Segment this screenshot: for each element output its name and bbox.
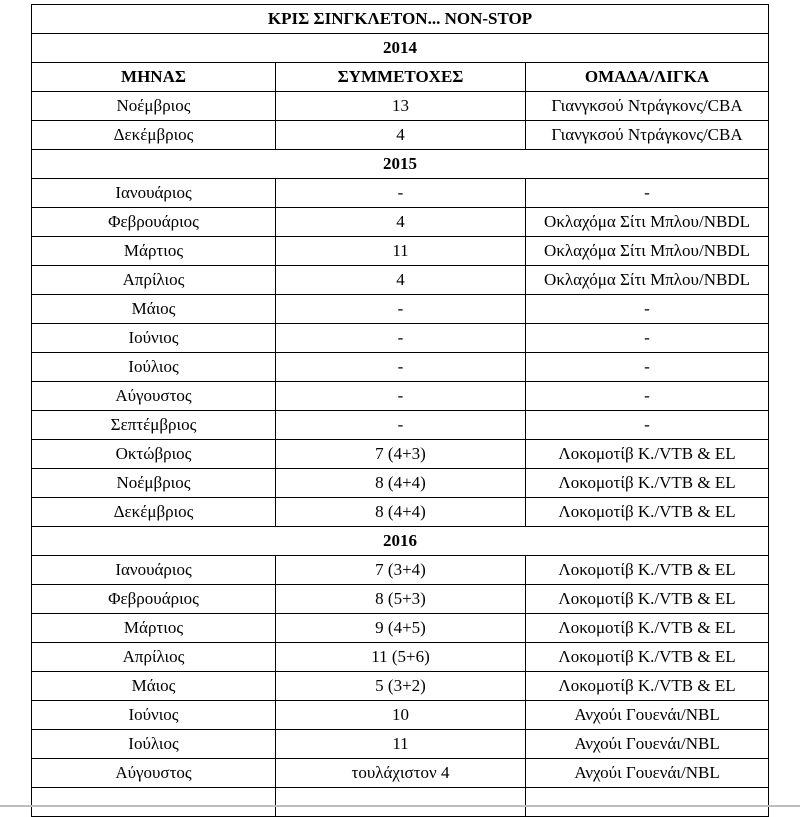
team-league-cell: Λοκομοτίβ Κ./VTB & EL — [526, 585, 769, 614]
team-league-cell: Λοκομοτίβ Κ./VTB & EL — [526, 672, 769, 701]
participations-cell: - — [276, 295, 526, 324]
year-label: 2015 — [32, 150, 769, 179]
table-row — [32, 643, 769, 672]
title-row — [32, 5, 769, 34]
month-cell — [32, 788, 276, 817]
table-row — [32, 585, 769, 614]
table-row — [32, 237, 769, 266]
month-cell: Μάιος — [32, 672, 276, 701]
month-cell: Ιούνιος — [32, 324, 276, 353]
table-row — [32, 382, 769, 411]
month-cell: Φεβρουάριος — [32, 585, 276, 614]
table-row — [32, 556, 769, 585]
team-league-cell — [526, 788, 769, 817]
table-row — [32, 672, 769, 701]
team-league-cell: Λοκομοτίβ Κ./VTB & EL — [526, 556, 769, 585]
team-league-cell: Οκλαχόμα Σίτι Μπλου/NBDL — [526, 237, 769, 266]
table-row — [32, 498, 769, 527]
participations-cell: 11 — [276, 237, 526, 266]
month-cell: Αύγουστος — [32, 759, 276, 788]
table-row — [32, 469, 769, 498]
participations-cell: τουλάχιστον 4 — [276, 759, 526, 788]
year-label: 2016 — [32, 527, 769, 556]
month-cell: Δεκέμβριος — [32, 121, 276, 150]
team-league-cell: Ανχούι Γουενάι/NBL — [526, 730, 769, 759]
participations-cell: 10 — [276, 701, 526, 730]
table-row — [32, 701, 769, 730]
player-participation-table — [31, 4, 769, 817]
team-league-cell: - — [526, 353, 769, 382]
team-league-cell: - — [526, 324, 769, 353]
table-row — [32, 614, 769, 643]
participations-cell: 5 (3+2) — [276, 672, 526, 701]
participations-cell: - — [276, 353, 526, 382]
month-cell: Μάρτιος — [32, 237, 276, 266]
month-cell: Οκτώβριος — [32, 440, 276, 469]
team-league-cell: - — [526, 179, 769, 208]
team-league-cell: Λοκομοτίβ Κ./VTB & EL — [526, 643, 769, 672]
month-cell: Ιανουάριος — [32, 179, 276, 208]
team-league-cell: Οκλαχόμα Σίτι Μπλου/NBDL — [526, 266, 769, 295]
column-header: ΣΥΜΜΕΤΟΧΕΣ — [276, 63, 526, 92]
team-league-cell: Γιανγκσού Ντράγκονς/CBA — [526, 92, 769, 121]
team-league-cell: Λοκομοτίβ Κ./VTB & EL — [526, 469, 769, 498]
participations-cell: 4 — [276, 266, 526, 295]
team-league-cell: - — [526, 295, 769, 324]
column-header: ΟΜΑΔΑ/ΛΙΓΚΑ — [526, 63, 769, 92]
cutoff-row — [32, 788, 769, 817]
month-cell: Απρίλιος — [32, 266, 276, 295]
table-row — [32, 92, 769, 121]
team-league-cell: Λοκομοτίβ Κ./VTB & EL — [526, 614, 769, 643]
month-cell: Ιανουάριος — [32, 556, 276, 585]
participations-cell: 8 (4+4) — [276, 469, 526, 498]
participations-cell: 7 (3+4) — [276, 556, 526, 585]
participations-cell: - — [276, 179, 526, 208]
participations-cell: 11 — [276, 730, 526, 759]
participations-cell: 7 (4+3) — [276, 440, 526, 469]
participations-cell — [276, 788, 526, 817]
table-row — [32, 324, 769, 353]
team-league-cell: - — [526, 382, 769, 411]
year-row — [32, 527, 769, 556]
month-cell: Σεπτέμβριος — [32, 411, 276, 440]
month-cell: Φεβρουάριος — [32, 208, 276, 237]
month-cell: Αύγουστος — [32, 382, 276, 411]
team-league-cell: Λοκομοτίβ Κ./VTB & EL — [526, 498, 769, 527]
month-cell: Μάιος — [32, 295, 276, 324]
month-cell: Μάρτιος — [32, 614, 276, 643]
table-row — [32, 121, 769, 150]
month-cell: Ιούλιος — [32, 730, 276, 759]
participations-cell: - — [276, 382, 526, 411]
month-cell: Απρίλιος — [32, 643, 276, 672]
participations-cell: 9 (4+5) — [276, 614, 526, 643]
participations-cell: 8 (4+4) — [276, 498, 526, 527]
month-cell: Δεκέμβριος — [32, 498, 276, 527]
table-row — [32, 353, 769, 382]
header-row — [32, 63, 769, 92]
team-league-cell: Γιανγκσού Ντράγκονς/CBA — [526, 121, 769, 150]
participations-cell: 4 — [276, 121, 526, 150]
table-row — [32, 730, 769, 759]
participations-cell: - — [276, 411, 526, 440]
month-cell: Ιούνιος — [32, 701, 276, 730]
participations-cell: 4 — [276, 208, 526, 237]
month-cell: Ιούλιος — [32, 353, 276, 382]
year-label: 2014 — [32, 34, 769, 63]
team-league-cell: Οκλαχόμα Σίτι Μπλου/NBDL — [526, 208, 769, 237]
participations-cell: 13 — [276, 92, 526, 121]
table-row — [32, 266, 769, 295]
table-row — [32, 411, 769, 440]
participations-cell: - — [276, 324, 526, 353]
table-row — [32, 179, 769, 208]
team-league-cell: Λοκομοτίβ Κ./VTB & EL — [526, 440, 769, 469]
month-cell: Νοέμβριος — [32, 92, 276, 121]
year-row — [32, 150, 769, 179]
participations-cell: 11 (5+6) — [276, 643, 526, 672]
table-row — [32, 759, 769, 788]
column-header: ΜΗΝΑΣ — [32, 63, 276, 92]
month-cell: Νοέμβριος — [32, 469, 276, 498]
team-league-cell: Ανχούι Γουενάι/NBL — [526, 701, 769, 730]
participations-cell: 8 (5+3) — [276, 585, 526, 614]
table-title: ΚΡΙΣ ΣΙΝΓΚΛΕΤΟΝ... NON-STOP — [32, 5, 769, 34]
team-league-cell: Ανχούι Γουενάι/NBL — [526, 759, 769, 788]
table-row — [32, 440, 769, 469]
year-row — [32, 34, 769, 63]
table-row — [32, 295, 769, 324]
table-row — [32, 208, 769, 237]
team-league-cell: - — [526, 411, 769, 440]
